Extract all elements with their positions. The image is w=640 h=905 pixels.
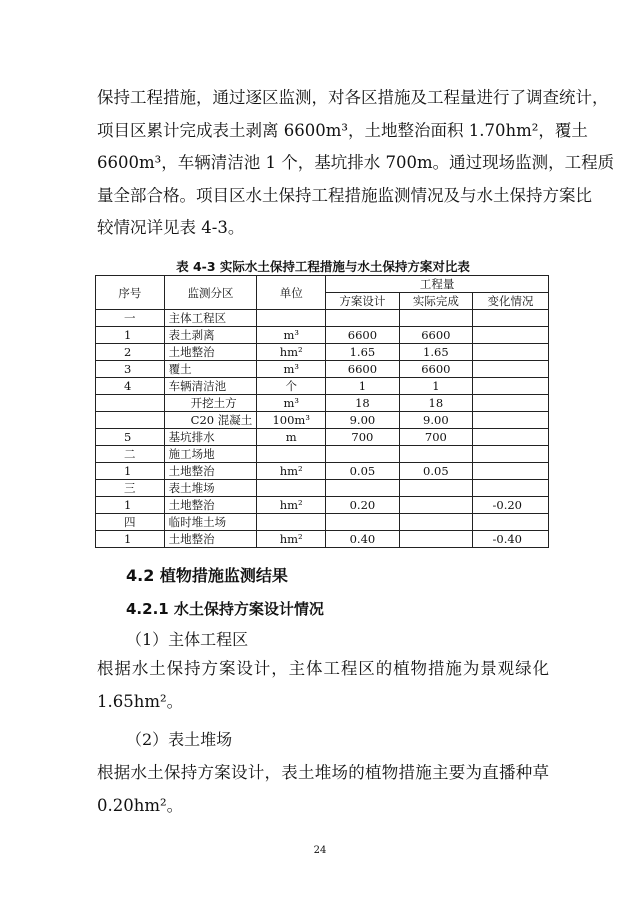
cell-zone: 施工场地 xyxy=(164,446,257,463)
cell-design: 700 xyxy=(326,429,399,446)
paragraph-line: 0.20hm²。 xyxy=(97,795,184,815)
paragraph-line: 根据水土保持方案设计，表土堆场的植物措施主要为直播种草 xyxy=(97,763,549,782)
header-zone: 监测分区 xyxy=(164,276,257,310)
header-quantity: 工程量 xyxy=(326,276,549,293)
cell-change xyxy=(473,310,549,327)
cell-actual: 0.05 xyxy=(399,463,472,480)
cell-zone: 土地整治 xyxy=(164,497,257,514)
cell-seq: 四 xyxy=(96,514,165,531)
paragraph-topsoil-yard xyxy=(97,757,549,822)
cell-zone: 土地整治 xyxy=(164,344,257,361)
cell-change xyxy=(473,395,549,412)
cell-unit: m³ xyxy=(257,327,326,344)
header-unit: 单位 xyxy=(257,276,326,310)
cell-seq: 2 xyxy=(96,344,165,361)
cell-seq: 1 xyxy=(96,327,165,344)
subheading-main-works: （1）主体工程区 xyxy=(126,630,249,649)
section-heading-4-2: 4.2 植物措施监测结果 xyxy=(126,566,288,585)
cell-design: 18 xyxy=(326,395,399,412)
cell-design: 1.65 xyxy=(326,344,399,361)
table-row xyxy=(96,531,549,548)
cell-actual xyxy=(399,497,472,514)
cell-change: -0.40 xyxy=(473,531,549,548)
measures-comparison-table xyxy=(95,275,549,548)
cell-change xyxy=(473,463,549,480)
cell-design: 1 xyxy=(326,378,399,395)
table-row xyxy=(96,514,549,531)
page-number: 24 xyxy=(313,845,327,856)
cell-design xyxy=(326,310,399,327)
table-row xyxy=(96,344,549,361)
subheading-topsoil-yard: （2）表土堆场 xyxy=(126,730,233,749)
cell-change xyxy=(473,344,549,361)
table-row xyxy=(96,446,549,463)
cell-design xyxy=(326,480,399,497)
cell-change xyxy=(473,514,549,531)
paragraph-line: 根据水土保持方案设计，主体工程区的植物措施为景观绿化 xyxy=(97,659,549,678)
intro-line: 6600m³，车辆清洁池 1 个，基坑排水 700m。通过现场监测，工程质 xyxy=(97,153,615,172)
cell-actual: 9.00 xyxy=(399,412,472,429)
cell-seq: 1 xyxy=(96,531,165,548)
header-design: 方案设计 xyxy=(326,293,399,310)
cell-unit: 个 xyxy=(257,378,326,395)
cell-unit xyxy=(257,480,326,497)
intro-line: 量全部合格。项目区水土保持工程措施监测情况及与水土保持方案比 xyxy=(97,185,592,205)
cell-unit xyxy=(257,446,326,463)
cell-unit xyxy=(257,310,326,327)
cell-seq: 4 xyxy=(96,378,165,395)
cell-design: 0.20 xyxy=(326,497,399,514)
cell-zone: 车辆清洁池 xyxy=(164,378,257,395)
cell-design: 0.40 xyxy=(326,531,399,548)
cell-seq xyxy=(96,395,165,412)
cell-seq: 二 xyxy=(96,446,165,463)
cell-zone: 表土堆场 xyxy=(164,480,257,497)
intro-line: 保持工程措施，通过逐区监测，对各区措施及工程量进行了调查统计， xyxy=(97,88,609,107)
cell-change xyxy=(473,429,549,446)
cell-unit xyxy=(257,514,326,531)
cell-actual: 6600 xyxy=(399,327,472,344)
cell-design: 6600 xyxy=(326,327,399,344)
cell-change xyxy=(473,446,549,463)
table-caption: 表 4-3 实际水土保持工程措施与水土保持方案对比表 xyxy=(176,259,470,274)
cell-actual: 700 xyxy=(399,429,472,446)
cell-actual: 1.65 xyxy=(399,344,472,361)
header-actual: 实际完成 xyxy=(399,293,472,310)
section-heading-4-2-1: 4.2.1 水土保持方案设计情况 xyxy=(126,600,324,618)
cell-seq xyxy=(96,412,165,429)
table-row xyxy=(96,429,549,446)
cell-seq: 三 xyxy=(96,480,165,497)
table-row xyxy=(96,480,549,497)
cell-unit: hm² xyxy=(257,463,326,480)
cell-zone: 开挖土方 xyxy=(164,395,257,412)
cell-actual xyxy=(399,531,472,548)
cell-seq: 3 xyxy=(96,361,165,378)
table-row xyxy=(96,395,549,412)
table-body xyxy=(96,310,549,548)
paragraph-main-works xyxy=(97,653,549,718)
cell-unit: hm² xyxy=(257,531,326,548)
cell-design: 6600 xyxy=(326,361,399,378)
paragraph-line: 1.65hm²。 xyxy=(97,691,184,711)
header-change: 变化情况 xyxy=(473,293,549,310)
table-row xyxy=(96,310,549,327)
cell-zone: C20 混凝土 xyxy=(164,412,257,429)
cell-unit: hm² xyxy=(257,497,326,514)
cell-zone: 覆土 xyxy=(164,361,257,378)
cell-zone: 土地整治 xyxy=(164,531,257,548)
cell-seq: 一 xyxy=(96,310,165,327)
cell-zone: 土地整治 xyxy=(164,463,257,480)
cell-actual xyxy=(399,480,472,497)
table-row xyxy=(96,497,549,514)
header-seq: 序号 xyxy=(96,276,165,310)
cell-unit: m³ xyxy=(257,361,326,378)
cell-actual: 18 xyxy=(399,395,472,412)
intro-paragraph xyxy=(97,82,615,245)
cell-zone: 基坑排水 xyxy=(164,429,257,446)
table-row xyxy=(96,412,549,429)
cell-zone: 表土剥离 xyxy=(164,327,257,344)
cell-design xyxy=(326,446,399,463)
cell-actual xyxy=(399,310,472,327)
table-row xyxy=(96,463,549,480)
cell-design: 0.05 xyxy=(326,463,399,480)
cell-actual xyxy=(399,514,472,531)
table-row xyxy=(96,327,549,344)
cell-seq: 5 xyxy=(96,429,165,446)
cell-seq: 1 xyxy=(96,497,165,514)
cell-unit: 100m³ xyxy=(257,412,326,429)
cell-change xyxy=(473,480,549,497)
cell-zone: 主体工程区 xyxy=(164,310,257,327)
cell-change xyxy=(473,412,549,429)
cell-unit: m³ xyxy=(257,395,326,412)
cell-change xyxy=(473,361,549,378)
cell-zone: 临时堆土场 xyxy=(164,514,257,531)
cell-change: -0.20 xyxy=(473,497,549,514)
intro-line: 较情况详见表 4-3。 xyxy=(97,218,245,237)
cell-change xyxy=(473,378,549,395)
cell-unit: hm² xyxy=(257,344,326,361)
table-row xyxy=(96,361,549,378)
cell-actual xyxy=(399,446,472,463)
cell-actual: 6600 xyxy=(399,361,472,378)
cell-actual: 1 xyxy=(399,378,472,395)
cell-seq: 1 xyxy=(96,463,165,480)
cell-unit: m xyxy=(257,429,326,446)
cell-change xyxy=(473,327,549,344)
cell-design: 9.00 xyxy=(326,412,399,429)
table-row xyxy=(96,378,549,395)
intro-line: 项目区累计完成表土剥离 6600m³，土地整治面积 1.70hm²，覆土 xyxy=(97,120,588,140)
cell-design xyxy=(326,514,399,531)
